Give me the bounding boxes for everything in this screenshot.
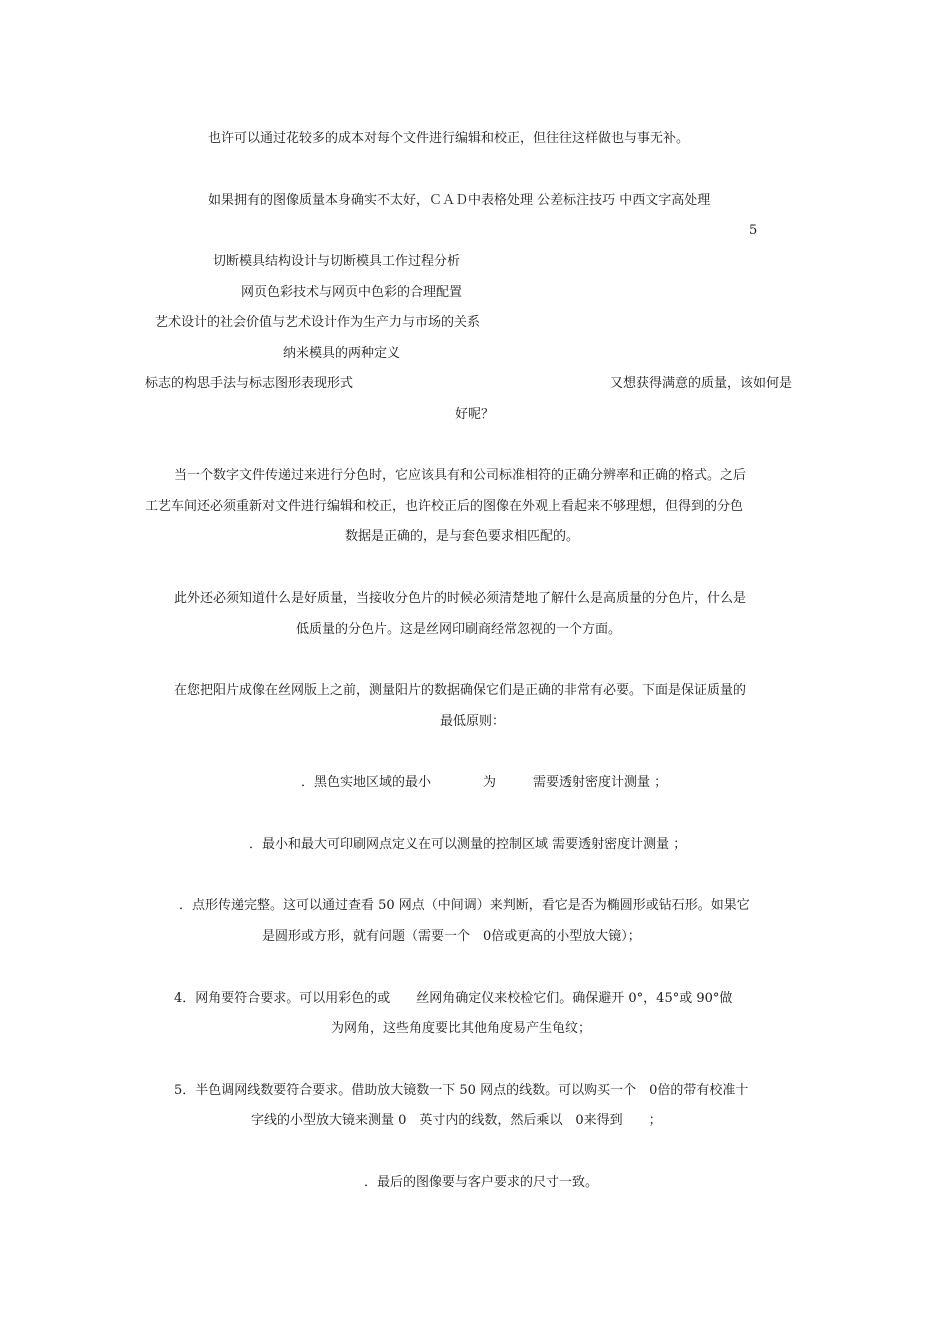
text-line: 也许可以通过花较多的成本对每个文件进行编辑和校正，但往往这样做也与事无补。	[208, 131, 690, 146]
paragraph-line: 当一个数字文件传递过来进行分色时，它应该具有和公司标准相符的正确分辨率和正确的格式。之后	[174, 468, 747, 483]
paragraph-line: 工艺车间还必须重新对文件进行编辑和校正，也许校正后的图像在外观上看起来不够理想，但得到的分色	[145, 499, 744, 514]
page-number: 5	[749, 223, 758, 238]
link-text[interactable]: 网页色彩技术与网页中色彩的合理配置	[241, 285, 463, 300]
paragraph-line: 数据是正确的，是与套色要求相匹配的。	[345, 529, 580, 544]
list-item: ．点形传递完整。这可以通过查看 50 网点（中间调）来判断，看它是否为椭圆形或钻石形。如果它	[179, 898, 750, 913]
list-item: ．黑色实地区域的最小	[301, 775, 432, 790]
list-item: 是圆形或方形，就有问题（需要一个 0倍或更高的小型放大镜）；	[262, 929, 641, 944]
list-item: 字线的小型放大镜来测量 0 英寸内的线数，然后乘以 0来得到 ；	[251, 1113, 662, 1128]
link-text[interactable]: 艺术设计的社会价值与艺术设计作为生产力与市场的关系	[155, 315, 481, 330]
paragraph-line: 最低原则：	[440, 714, 506, 729]
link-text[interactable]: 切断模具结构设计与切断模具工作过程分析	[213, 254, 461, 269]
list-item: 需要透射密度计测量 ；	[533, 775, 668, 790]
list-item: 5．半色调网线数要符合要求。借助放大镜数一下 50 网点的线数。可以购买一个 0倍的带有校准十	[174, 1083, 749, 1098]
list-item: ．最后的图像要与客户要求的尺寸一致。	[364, 1175, 599, 1190]
text-line: 好呢？	[455, 407, 495, 422]
paragraph-line: 在您把阳片成像在丝网版上之前，测量阳片的数据确保它们是正确的非常有必要。下面是保证质量的	[174, 683, 747, 698]
list-item: ．最小和最大可印刷网点定义在可以测量的控制区域 需要透射密度计测量 ；	[249, 837, 687, 852]
paragraph-line: 低质量的分色片。这是丝网印刷商经常忽视的一个方面。	[296, 622, 622, 637]
list-item: 为	[483, 775, 497, 790]
list-item: 为网角，这些角度要比其他角度易产生龟纹；	[331, 1021, 592, 1036]
text-line: 又想获得满意的质量，该如何是	[610, 376, 793, 391]
list-item: 4．网角要符合要求。可以用彩色的或 丝网角确定仪来校检它们。确保避开 0°，45°或 90°做	[174, 991, 733, 1006]
link-text[interactable]: 纳米模具的两种定义	[283, 346, 401, 361]
paragraph-line: 此外还必须知道什么是好质量，当接收分色片的时候必须清楚地了解什么是高质量的分色片，什么是	[174, 591, 747, 606]
text-line: 如果拥有的图像质量本身确实不太好，ＣＡＤ中表格处理 公差标注技巧 中西文字高处理	[208, 193, 711, 208]
link-text[interactable]: 标志的构思手法与标志图形表现形式	[145, 376, 354, 391]
